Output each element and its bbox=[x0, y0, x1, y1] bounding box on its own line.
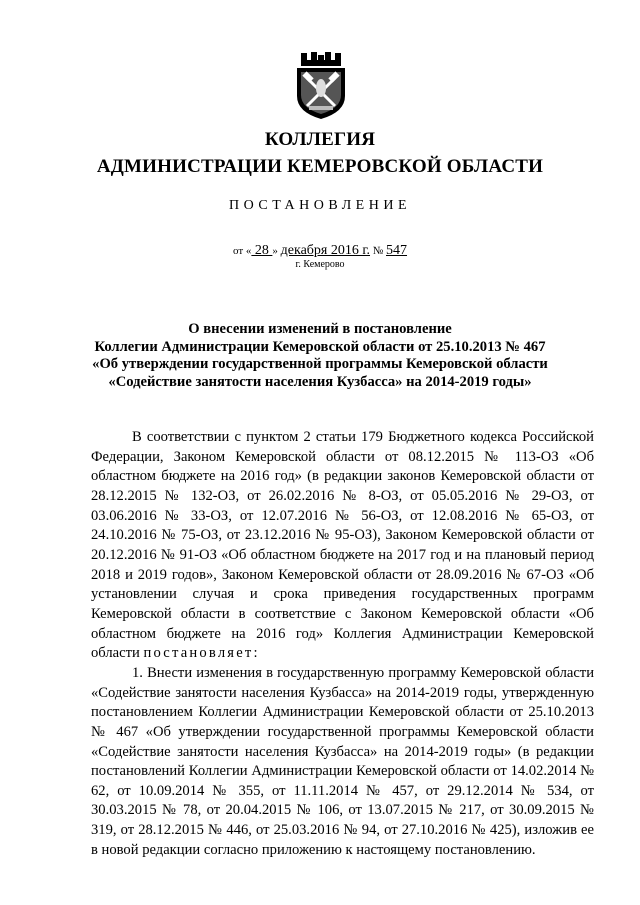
document-title bbox=[70, 321, 570, 391]
date-day: 28 bbox=[251, 243, 273, 258]
date-month-year: декабря 2016 г. bbox=[280, 243, 371, 258]
date-prefix: от « bbox=[232, 245, 252, 257]
doc-number-label: № bbox=[370, 245, 387, 257]
date-line bbox=[0, 243, 640, 259]
document-type: ПОСТАНОВЛЕНИЕ bbox=[228, 198, 412, 213]
doc-number: 547 bbox=[386, 243, 408, 258]
preamble-text: В соответствии с пунктом 2 статьи 179 Бюджетного кодекса Российской Федерации, Законом Кемеровской области от 08.12.2015 № 113-ОЗ «Об областном бюджете на 2016 год» (в редакции законов Кемеровской области от 28.12.2015 № 132-ОЗ, от 26.02.2016 № 8-ОЗ, от 05.05.2016 № 29-ОЗ, от 03.06.2016 № 33-ОЗ, от 12.07.2016 № 56-ОЗ, от 12.08.2016 № 65-ОЗ, от 24.10.2016 № 75-ОЗ, от 23.12.2016 № 95-ОЗ), Законом Кемеровской области от 20.12.2016 № 91-ОЗ «Об областном бюджете на 2017 год и на плановый период 2018 и 2019 годов», Законом Кемеровской области от 28.09.2016 № 67-ОЗ «Об установлении случая и срока приведения государственных программ Кемеровской области в соответствие с Законом Кемеровской области «Об областном бюджете на 2016 год» Коллегия Администрации Кемеровской области bbox=[91, 429, 594, 662]
org-title-line2: АДМИНИСТРАЦИИ КЕМЕРОВСКОЙ ОБЛАСТИ bbox=[96, 156, 544, 177]
decree-word: постановляет: bbox=[143, 645, 260, 662]
city: г. Кемерово bbox=[295, 259, 345, 270]
document-body bbox=[91, 428, 594, 860]
title-line2: Коллегии Администрации Кемеровской области от 25.10.2013 № 467 bbox=[94, 338, 546, 355]
preamble-paragraph bbox=[91, 428, 594, 664]
org-title-line1: КОЛЛЕГИЯ bbox=[264, 129, 376, 150]
title-line3: «Об утверждении государственной программы Кемеровской области bbox=[92, 356, 548, 372]
title-line1: О внесении изменений в постановление bbox=[188, 321, 452, 337]
title-line4: «Содействие занятости населения Кузбасса» на 2014-2019 годы» bbox=[108, 373, 532, 390]
clause-1-paragraph: 1. Внести изменения в государственную программу Кемеровской области «Содействие занятости населения Кузбасса» на 2014-2019 годы, утвержденную постановлением Коллегии Администрации Кемеровской области от 25.10.2013 № 467 «Об утверждении государственной программы Кемеровской области «Содействие занятости населения Кузбасса» на 2014-2019 годы» (в редакции постановлений Коллегии Администрации Кемеровской области от 14.02.2014 № 62, от 10.09.2014 № 355, от 11.11.2014 № 457, от 29.12.2014 № 534, от 30.03.2015 № 78, от 20.04.2015 № 106, от 13.07.2015 № 217, от 30.09.2015 № 319, от 28.12.2015 № 446, от 25.03.2016 № 94, от 27.10.2016 № 425), изложив ее в новой редакции согласно приложению к настоящему постановлению. bbox=[91, 664, 594, 858]
date-mid: » bbox=[272, 245, 281, 257]
coat-of-arms-emblem bbox=[289, 52, 353, 120]
